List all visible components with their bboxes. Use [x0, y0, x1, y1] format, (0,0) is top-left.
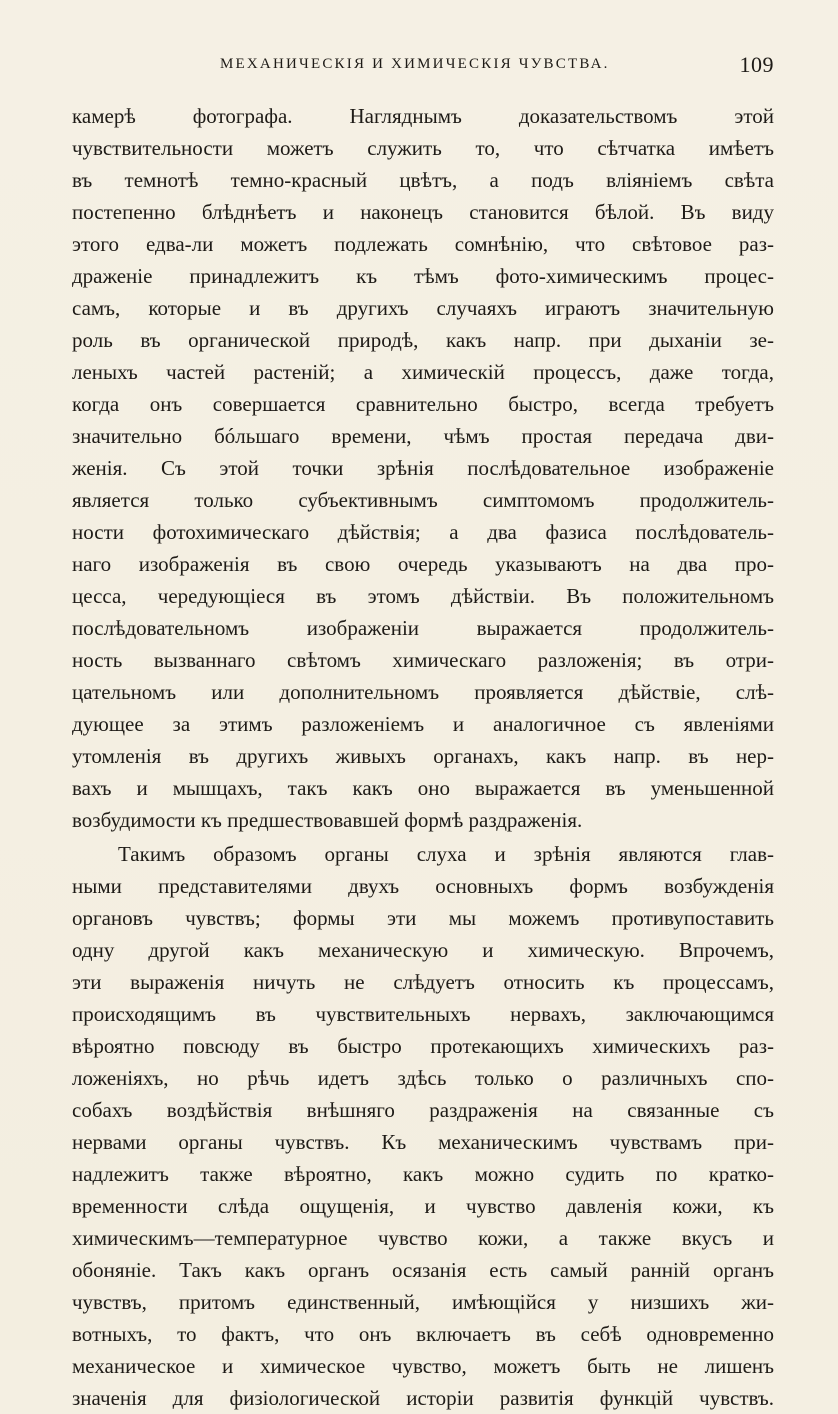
text-line: цесса, чередующіеся въ этомъ дѣйствіи. Въ положительномъ — [72, 584, 774, 608]
text-line: происходящимъ въ чувствительныхъ нервахъ, заключающимся — [72, 1002, 774, 1026]
text-line: женія. Съ этой точки зрѣнія послѣдовательное изображеніе — [72, 456, 774, 480]
text-line: ности фотохимическаго дѣйствія; а два фазиса послѣдователь- — [72, 520, 774, 544]
paragraph-2 — [72, 838, 774, 1414]
text-line: органовъ чувствъ; формы эти мы можемъ противупоставить — [72, 906, 774, 930]
text-line: нервами органы чувствъ. Къ механическимъ чувствамъ при- — [72, 1130, 774, 1154]
text-line: наго изображенія въ свою очередь указываютъ на два про- — [72, 552, 774, 576]
paragraph-1 — [72, 100, 774, 836]
text-line: собахъ воздѣйствія внѣшняго раздраженія на связанные съ — [72, 1098, 774, 1122]
running-title: МЕХАНИЧЕСКІЯ И ХИМИЧЕСКІЯ ЧУВСТВА. — [220, 56, 610, 72]
text-line: дующее за этимъ разложеніемъ и аналогичное съ явленіями — [72, 712, 774, 736]
text-line: въ темнотѣ темно-красный цвѣтъ, а подъ вліяніемъ свѣта — [72, 168, 774, 192]
text-line: обоняніе. Такъ какъ органъ осязанія есть самый ранній органъ — [72, 1258, 774, 1282]
running-head — [72, 52, 774, 82]
text-line: Такимъ образомъ органы слуха и зрѣнія являются глав- — [118, 842, 774, 866]
text-line: чувствъ, притомъ единственный, имѣющійся у низшихъ жи- — [72, 1290, 774, 1314]
text-line: цательномъ или дополнительномъ проявляется дѣйствіе, слѣ- — [72, 680, 774, 704]
text-line: химическимъ—температурное чувство кожи, а также вкусъ и — [72, 1226, 774, 1250]
text-line: когда онъ совершается сравнительно быстро, всегда требуетъ — [72, 392, 774, 416]
text-line: одну другой какъ механическую и химическую. Впрочемъ, — [72, 938, 774, 962]
text-line: ными представителями двухъ основныхъ формъ возбужденія — [72, 874, 774, 898]
text-line: эти выраженія ничуть не слѣдуетъ относить къ процессамъ, — [72, 970, 774, 994]
text-line: самъ, которые и въ другихъ случаяхъ играютъ значительную — [72, 296, 774, 320]
text-line: постепенно блѣднѣетъ и наконецъ становится бѣлой. Въ виду — [72, 200, 774, 224]
text-line: чувствительности можетъ служить то, что сѣтчатка имѣетъ — [72, 136, 774, 160]
text-line: этого едва-ли можетъ подлежать сомнѣнію, что свѣтовое раз- — [72, 232, 774, 256]
text-line: утомленія въ другихъ живыхъ органахъ, какъ напр. въ нер- — [72, 744, 774, 768]
text-line: драженіе принадлежитъ къ тѣмъ фото-химическимъ процес- — [72, 264, 774, 288]
text-line: леныхъ частей растеній; а химическій процессъ, даже тогда, — [72, 360, 774, 384]
body-text — [72, 100, 774, 1414]
text-line: надлежитъ также вѣроятно, какъ можно судить по кратко- — [72, 1162, 774, 1186]
text-line: значительно бóльшаго времени, чѣмъ простая передача дви- — [72, 424, 774, 448]
text-line: является только субъективнымъ симптомомъ продолжитель- — [72, 488, 774, 512]
text-line: временности слѣда ощущенія, и чувство давленія кожи, къ — [72, 1194, 774, 1218]
text-line: ность вызваннаго свѣтомъ химическаго разложенія; въ отри- — [72, 648, 774, 672]
text-line: ложеніяхъ, но рѣчь идетъ здѣсь только о различныхъ спо- — [72, 1066, 774, 1090]
text-line: роль въ органической природѣ, какъ напр. при дыханіи зе- — [72, 328, 774, 352]
text-line: камерѣ фотографа. Нагляднымъ доказательствомъ этой — [72, 104, 774, 128]
text-line: значенія для физіологической исторіи развитія функцій чувствъ. — [72, 1386, 774, 1410]
text-line: вахъ и мышцахъ, такъ какъ оно выражается въ уменьшенной — [72, 776, 774, 800]
text-line: вѣроятно повсюду въ быстро протекающихъ химическихъ раз- — [72, 1034, 774, 1058]
text-line: послѣдовательномъ изображеніи выражается продолжитель- — [72, 616, 774, 640]
text-line: механическое и химическое чувство, можетъ быть не лишенъ — [72, 1354, 774, 1378]
page-number: 109 — [739, 52, 774, 77]
text-line: возбудимости къ предшествовавшей формѣ раздраженія. — [72, 808, 583, 832]
text-line: вотныхъ, то фактъ, что онъ включаетъ въ себѣ одновременно — [72, 1322, 774, 1346]
